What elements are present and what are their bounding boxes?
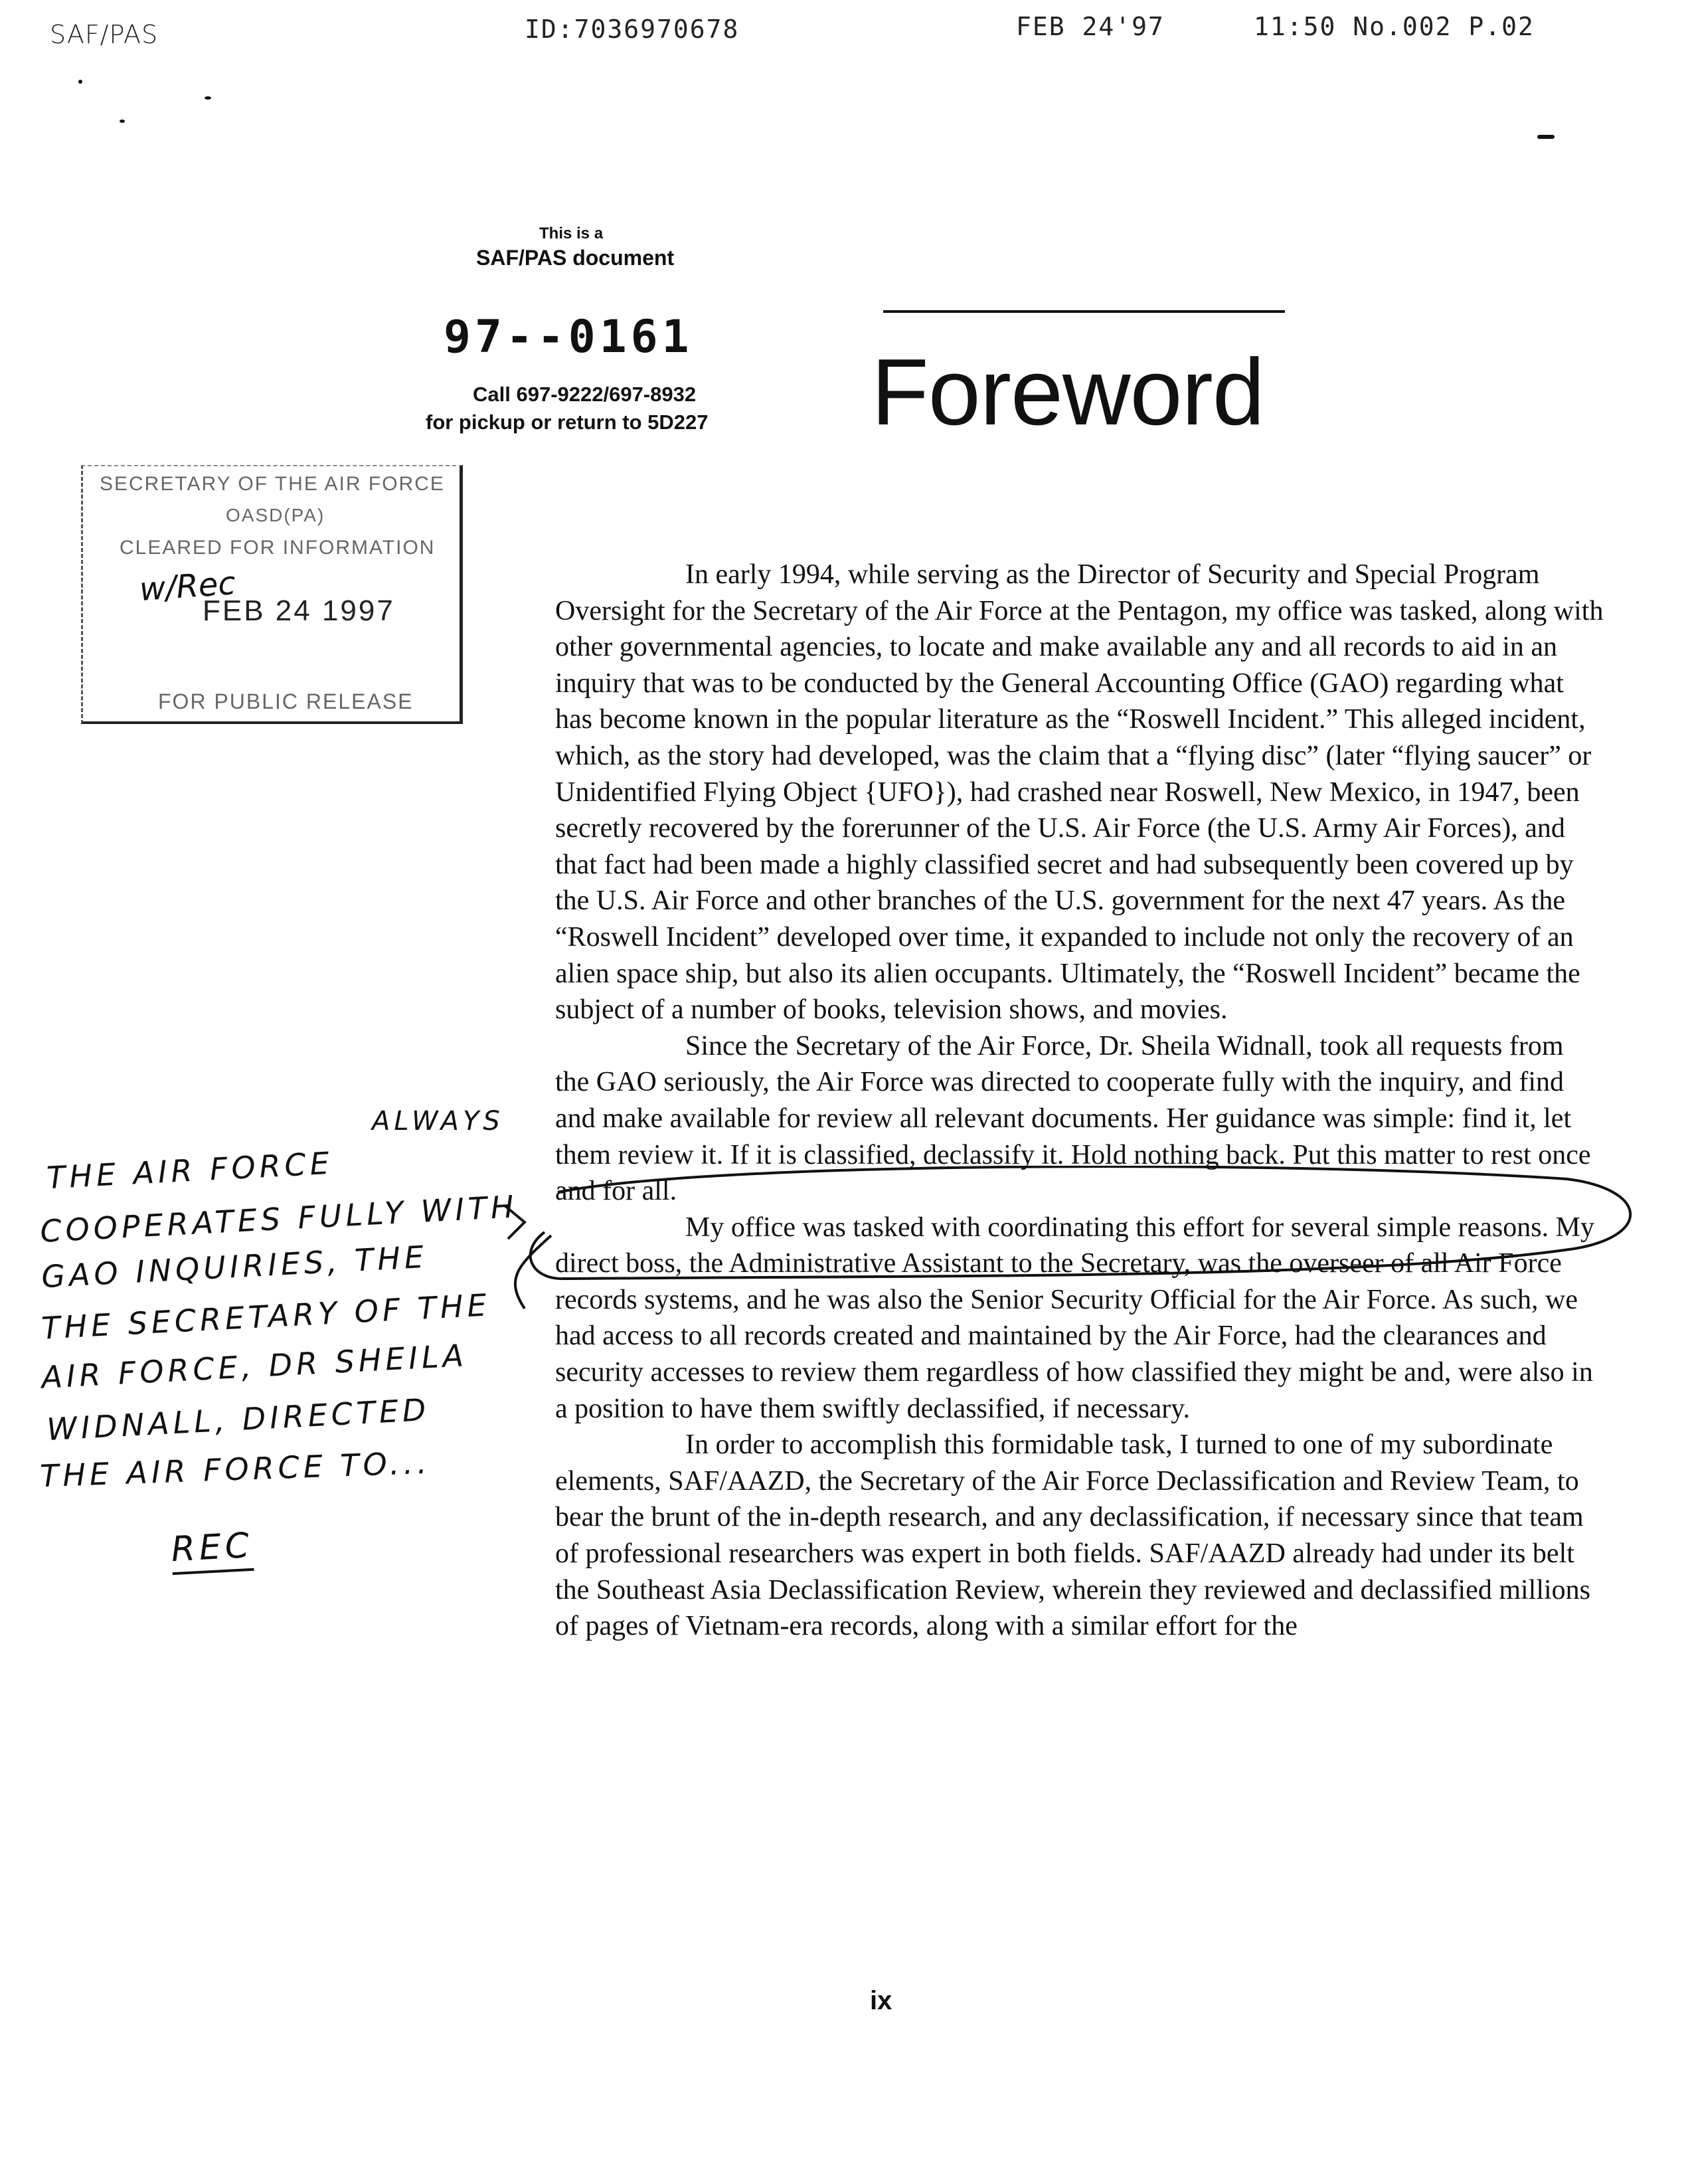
page-number: ix [870,1986,892,2015]
clearance-stamp-initials: w/Rec [138,565,237,608]
scan-speck [205,96,211,100]
scan-speck [120,120,125,123]
handwritten-note-line: GAO INQUIRIES, THE [40,1238,429,1295]
scan-speck [1537,135,1555,139]
page-title: Foreword [871,339,1264,445]
clearance-stamp-office: SECRETARY OF THE AIR FORCE [100,473,445,495]
fax-sender-id: SAF/PAS [50,20,159,49]
pickup-instruction: for pickup or return to 5D227 [426,410,709,434]
paragraph-text: In early 1994, while serving as the Director of Security and Special Program Oversight for the Secretary of the Air Force at the Pentagon, my office was tasked, along with other governmental agencies, to locate and make available any and all records to aid in an inquiry that was to be conducted by the General Accounting Office (GAO) regarding what has become known in the popular literature as the “Roswell Incident.” This alleged incident, which, as the story had developed, was the claim that a “flying disc” (later “flying saucer” or Unidentified Flying Object {UFO}), had crashed near Roswell, New Mexico, in 1947, been secretly recovered by the forerunner of the U.S. Air Force (the U.S. Army Air Forces), and that fact had been made a highly classified secret and had subsequently been covered up by the U.S. Air Force and other branches of the U.S. government for the next 47 years. As the “Roswell Incident” developed over time, it expanded to include not only the recovery of an alien space ship, but also its alien occupants. Ultimately, the “Roswell Incident” became the subject of a number of books, television shows, and movies. [555,559,1604,1026]
handwritten-note-line: THE AIR FORCE [45,1144,334,1196]
document-number: 97--0161 [444,311,693,363]
doc-stamp-line1: This is a [539,225,604,242]
body-paragraph [555,1028,1604,1210]
paragraph-text: Since the Secretary of the Air Force, Dr. Sheila Widnall, took all requests from the GAO seriously, the Air Force was directed to cooperate fully with the inquiry, and find and make available for review all relevant documents. Her guidance was simple: find it, let them review it. If it is classified, declassify it. Hold nothing back. Put this matter to rest once and for all. [555,1030,1591,1207]
body-paragraph [555,1427,1604,1645]
body-paragraph [555,1210,1604,1427]
call-number-line: Call 697-9222/697-8932 [473,383,697,406]
handwritten-insert: ALWAYS [372,1106,504,1137]
body-paragraph [555,557,1604,1028]
title-rule [883,310,1285,313]
fax-time-page: 11:50 No.002 P.02 [1254,12,1535,41]
handwritten-note-line: AIR FORCE, DR SHEILA [41,1337,469,1396]
clearance-stamp-release: FOR PUBLIC RELEASE [158,689,414,713]
handwritten-note-line: WIDNALL, DIRECTED [45,1391,431,1448]
doc-stamp-line2: SAF/PAS document [476,246,675,270]
handwritten-note-line: COOPERATES FULLY WITH [39,1188,519,1249]
fax-phone-id: ID:7036970678 [525,15,740,44]
paragraph-text: In order to accomplish this formidable task, I turned to one of my subordinate elements, SAF/AAZD, the Secretary of the Air Force Declassification and Review Team, to bear the brunt of the in-depth research, and any declassification, if necessary since that team of professional researchers was expert in both fields. SAF/AAZD already had under its belt the Southeast Asia Declassification Review, wherein they reviewed and declassified millions of pages of Vietnam-era records, along with a similar effort for the [555,1429,1591,1642]
scan-speck [78,80,82,84]
clearance-stamp-cleared: CLEARED FOR INFORMATION [120,537,436,559]
foreword-body [555,557,1604,1645]
handwritten-note-line: THE SECRETARY OF THE [41,1287,491,1346]
fax-date: FEB 24'97 [1016,12,1165,41]
handwritten-signature: REC [170,1526,254,1575]
clearance-stamp-date: FEB 24 1997 [203,594,395,627]
clearance-stamp-review: OASD(PA) [226,505,325,525]
paragraph-text: My office was tasked with coordinating this effort for several simple reasons. My direct boss, the Administrative Assistant to the Secretary, was the overseer of all Air Force records systems, and he was also the Senior Security Official for the Air Force. As such, we had access to all records created and maintained by the Air Force, had the clearances and security accesses to review them regardless of how classified they might be and, were also in a position to have them swiftly declassified, if necessary. [555,1212,1594,1424]
handwritten-note-line: THE AIR FORCE TO... [39,1444,432,1495]
